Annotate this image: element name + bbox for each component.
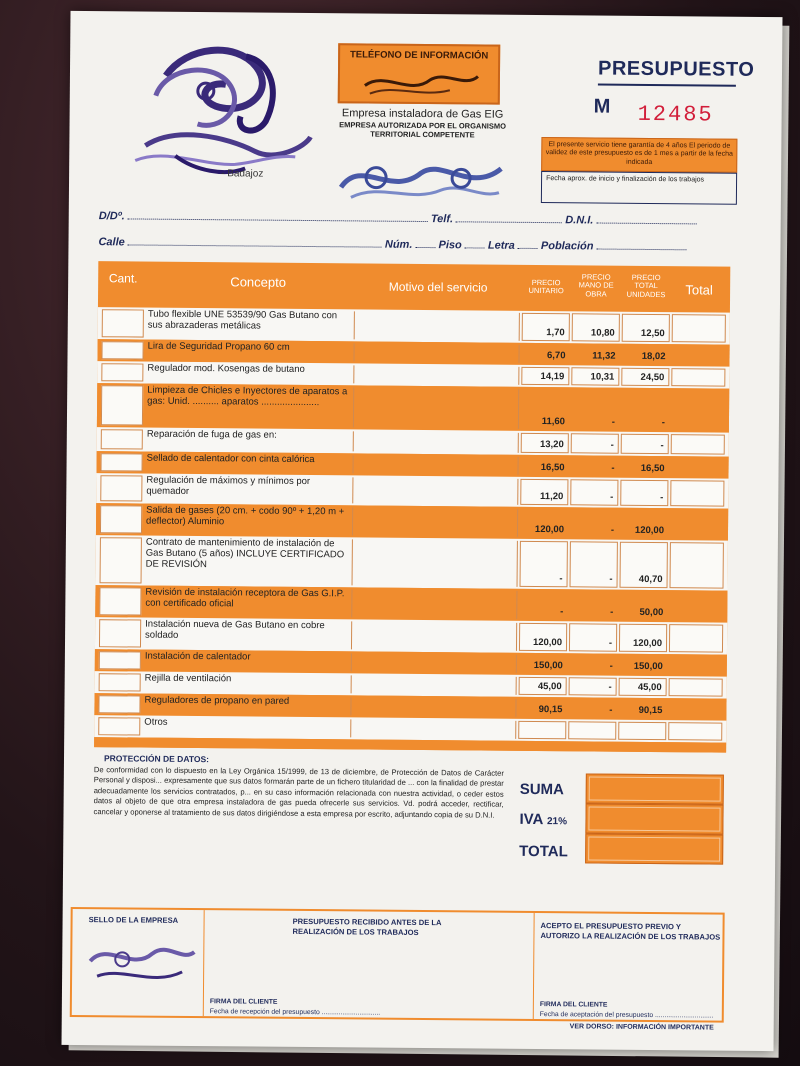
concept-text: Regulador mod. Kosengas de butano (147, 362, 305, 375)
concept-text: Regulación de máximos y mínimos por quemador (146, 474, 311, 497)
total-units-price: - (620, 480, 668, 506)
client-line-2 (98, 235, 686, 253)
company-authorization: EMPRESA AUTORIZADA POR EL ORGANISMO TERRITORIAL COMPETENTE (339, 120, 506, 140)
client-name-field[interactable] (128, 209, 428, 222)
header-concepto: Concepto (230, 274, 287, 290)
labor-price: - (570, 541, 618, 587)
concept-text: Salida de gases (20 cm. + codo 90º + 1,20 m + deflector) Aluminio (146, 504, 345, 528)
qty-cell[interactable] (99, 587, 141, 615)
labor-price: - (570, 479, 618, 505)
accept-date-label: Fecha de aceptación del presupuesto ............................... (539, 1011, 714, 1020)
received-signature-area[interactable] (204, 910, 535, 1019)
letter-label: Letra (487, 239, 515, 252)
qty-cell[interactable] (101, 429, 143, 449)
header-total-units-price: PRECIO TOTAL UNIDADES (626, 272, 666, 299)
total-cell[interactable] (668, 722, 722, 740)
received-sign-label: FIRMA DEL CLIENTE (209, 998, 278, 1006)
total-cell[interactable] (671, 390, 725, 430)
total-units-price (618, 722, 666, 740)
unit-price: 45,00 (519, 677, 567, 695)
services-table (94, 261, 730, 752)
header-labor-price: PRECIO MANO DE OBRA (578, 272, 614, 299)
qty-cell[interactable] (100, 537, 142, 583)
total-units-price: 90,15 (638, 704, 663, 717)
qty-cell[interactable] (99, 673, 141, 691)
qty-cell[interactable] (100, 475, 142, 501)
number-label: Núm. (384, 238, 413, 251)
total-units-price: 12,50 (622, 314, 670, 342)
qty-cell[interactable] (102, 309, 144, 337)
reason-cell[interactable] (353, 455, 519, 474)
total-units-price: 45,00 (619, 678, 667, 696)
reason-cell[interactable] (352, 539, 518, 586)
total-cell[interactable] (670, 542, 724, 588)
vat-rate: 21% (546, 816, 568, 828)
total-cell[interactable] (670, 480, 724, 506)
phone-label: Telf. (430, 213, 454, 226)
town-field[interactable] (597, 240, 687, 251)
labor-price: - (569, 623, 617, 651)
vat-field[interactable] (585, 803, 723, 834)
client-line-1 (99, 209, 697, 227)
total-cell[interactable] (670, 458, 724, 476)
floor-field[interactable] (465, 238, 485, 248)
sum-field[interactable] (586, 773, 724, 804)
total-cell[interactable] (669, 592, 723, 620)
total-units-price: 50,00 (639, 606, 664, 619)
total-cell[interactable] (669, 624, 723, 652)
unit-price: 90,15 (538, 704, 563, 716)
labor-price: - (610, 606, 614, 618)
received-title: PRESUPUESTO RECIBIDO ANTES DE LA REALIZACIÓN DE LOS TRABAJOS (292, 916, 442, 937)
concept-text: Instalación de calentador (144, 650, 251, 663)
total-label: TOTAL (519, 842, 568, 861)
qty-cell[interactable] (99, 651, 141, 669)
concept-text: Reguladores de propano en pared (144, 694, 290, 707)
budget-sheet (62, 11, 783, 1051)
see-back-note: VER DORSO: INFORMACIÓN IMPORTANTE (569, 1023, 714, 1032)
company-name: Empresa instaladora de Gas EIG (341, 107, 504, 121)
total-units-price: 120,00 (634, 524, 665, 537)
accept-signature-area[interactable] (534, 913, 723, 1021)
concept-text: Instalación nueva de Gas Butano en cobre soldado (145, 618, 325, 641)
labor-price: - (611, 462, 615, 474)
reason-cell[interactable] (350, 697, 516, 716)
document-number: 12485 (637, 101, 714, 128)
concept-text: Limpieza de Chicles e Inyectores de aparatos a gas: Unid. .......... aparatos ...................... (147, 384, 348, 409)
unit-price: 120,00 (534, 523, 565, 536)
total-cell[interactable] (671, 434, 725, 454)
reason-cell[interactable] (352, 507, 518, 536)
unit-price: 120,00 (519, 623, 567, 651)
company-logo-swirl (105, 35, 318, 187)
data-protection-text: De conformidad con lo dispuesto en la Ley Orgánica 15/1999, de 13 de diciembre, de Protección de Datos de Carácter Personal y disposi... expresamente que sus datos formarán parte de un fichero titularidad de ... con la finalidad de prestar adecuadamente los servicios contratados, p... en su caso información relacionada con nuestra actividad, o ceder estos datos al objeto de que otra empresa instaladora de gas pueda ofrecerle sus servicios. Vd. podrá acceder, rectificar, cancelar y oponerse al tratamiento de sus datos dirigiéndose a esta empresa por escrito, adjuntando copia de su D.N.I. (93, 765, 504, 820)
labor-price: - (609, 704, 613, 716)
total-cell[interactable] (668, 700, 722, 718)
header-motivo: Motivo del servicio (388, 279, 488, 295)
unit-price: 11,20 (520, 479, 568, 505)
logo-caption: - Badajoz (221, 168, 264, 180)
client-name-label: D/Dº. (98, 210, 125, 223)
dni-field[interactable] (596, 214, 696, 225)
street-field[interactable] (128, 235, 382, 247)
concept-text: Lira de Seguridad Propano 60 cm (147, 340, 290, 353)
qty-cell[interactable] (98, 695, 140, 713)
unit-price: 11,60 (541, 416, 566, 428)
labor-price: 10,31 (571, 367, 619, 385)
reason-cell[interactable] (353, 431, 519, 452)
total-units-price: 24,50 (621, 368, 669, 386)
total-cell[interactable] (671, 346, 725, 364)
reason-cell[interactable] (350, 719, 516, 738)
signature-section (70, 907, 725, 1023)
reason-cell[interactable] (351, 675, 517, 694)
reason-cell[interactable] (351, 653, 517, 672)
qty-cell[interactable] (101, 385, 143, 425)
labor-price (568, 721, 616, 739)
vat-label-text: IVA (519, 810, 543, 829)
total-cell[interactable] (670, 510, 724, 538)
total-cell[interactable] (669, 656, 723, 674)
total-units-price: 16,50 (640, 462, 665, 475)
header-total: Total (685, 282, 713, 298)
unit-price: - (560, 606, 564, 618)
town-label: Población (540, 240, 594, 253)
concept-text: Otros (144, 716, 168, 728)
accept-sign-label: FIRMA DEL CLIENTE (539, 1001, 608, 1009)
phone-info-box (338, 43, 501, 104)
header-cant: Cant. (108, 271, 138, 286)
letter-field[interactable] (518, 239, 538, 249)
phone-info-title: TELÉFONO DE INFORMACIÓN (349, 49, 489, 62)
unit-price: 16,50 (540, 462, 565, 474)
unit-price: - (520, 541, 568, 587)
phone-field[interactable] (456, 212, 562, 223)
center-logo-swirl (331, 147, 512, 209)
concept-text: Contrato de mantenimiento de instalación de Gas Butano (5 años) INCLUYE CERTIFICADO DE REVISIÓN (145, 536, 345, 570)
total-units-price: - (621, 434, 669, 454)
total-units-price: 40,70 (620, 542, 668, 588)
qty-cell[interactable] (101, 363, 143, 381)
reason-cell[interactable] (354, 311, 520, 340)
table-header (98, 261, 730, 313)
qty-cell[interactable] (100, 505, 142, 533)
total-units-price: - (661, 417, 666, 429)
reason-cell[interactable] (353, 387, 519, 428)
company-stamp-area[interactable] (72, 909, 205, 1016)
data-protection-title: PROTECCIÓN DE DATOS: (103, 753, 210, 765)
concept-text: Tubo flexible UNE 53539/90 Gas Butano con sus abrazaderas metálicas (147, 308, 338, 332)
qty-cell[interactable] (99, 619, 141, 647)
floor-label: Piso (438, 239, 462, 252)
header-unit-price: PRECIO UNITARIO (528, 277, 564, 296)
reason-cell[interactable] (351, 621, 517, 650)
qty-cell[interactable] (101, 341, 143, 359)
total-units-price: 150,00 (633, 660, 663, 673)
labor-price: - (569, 677, 617, 695)
labor-price: - (571, 433, 619, 453)
work-dates-label: Fecha aprox. de inicio y finalización de los trabajos (546, 175, 705, 184)
concept-text: Reparación de fuga de gas en: (146, 428, 277, 441)
labor-price: 10,80 (572, 313, 620, 341)
concept-text: Rejilla de ventilación (144, 672, 232, 685)
table-row (96, 535, 728, 591)
dni-label: D.N.I. (565, 214, 594, 227)
labor-price: - (611, 416, 616, 428)
phone-number-swirl (360, 65, 482, 100)
total-field[interactable] (585, 833, 723, 864)
unit-price: 6,70 (546, 350, 566, 362)
guarantee-notice: El presente servicio tiene garantía de 4 años El periodo de validez de este presupuesto es de 1 mes a partir de la fecha indicada (541, 137, 737, 173)
work-dates-field[interactable] (541, 171, 737, 205)
total-cell[interactable] (671, 368, 725, 386)
unit-price: 150,00 (533, 659, 563, 672)
qty-cell[interactable] (101, 453, 143, 471)
unit-price: 1,70 (522, 313, 570, 341)
title-underline (598, 84, 736, 87)
qty-cell[interactable] (98, 717, 140, 735)
reason-cell[interactable] (353, 365, 519, 384)
reason-cell[interactable] (352, 477, 518, 504)
total-cell[interactable] (669, 678, 723, 696)
reason-cell[interactable] (351, 589, 517, 618)
total-units-price: 18,02 (641, 350, 666, 363)
concept-text: Sellado de calentador con cinta calórica (146, 452, 315, 466)
total-cell[interactable] (672, 314, 726, 342)
table-row (97, 383, 729, 433)
company-stamp-title: SELLO DE LA EMPRESA (88, 915, 179, 925)
unit-price (518, 721, 566, 739)
labor-price: - (609, 660, 613, 672)
labor-price: 11,32 (592, 350, 616, 362)
company-stamp-swirl (82, 931, 201, 992)
concept-text: Revisión de instalación receptora de Gas G.I.P. con certificado oficial (145, 586, 345, 610)
unit-price: 14,19 (521, 367, 569, 385)
series-letter: M (593, 95, 611, 118)
number-field[interactable] (415, 238, 435, 248)
received-date-label: Fecha de recepción del presupuesto ............................... (209, 1008, 381, 1017)
accept-title: ACEPTO EL PRESUPUESTO PREVIO Y AUTORIZO LA REALIZACIÓN DE LOS TRABAJOS (540, 921, 721, 942)
reason-cell[interactable] (353, 343, 519, 362)
document-title: PRESUPUESTO (597, 57, 755, 81)
street-label: Calle (98, 236, 125, 249)
unit-price: 13,20 (521, 433, 569, 453)
total-units-price: 120,00 (619, 624, 667, 652)
labor-price: - (610, 524, 615, 536)
sum-label: SUMA (519, 780, 564, 799)
vat-label (519, 811, 567, 828)
